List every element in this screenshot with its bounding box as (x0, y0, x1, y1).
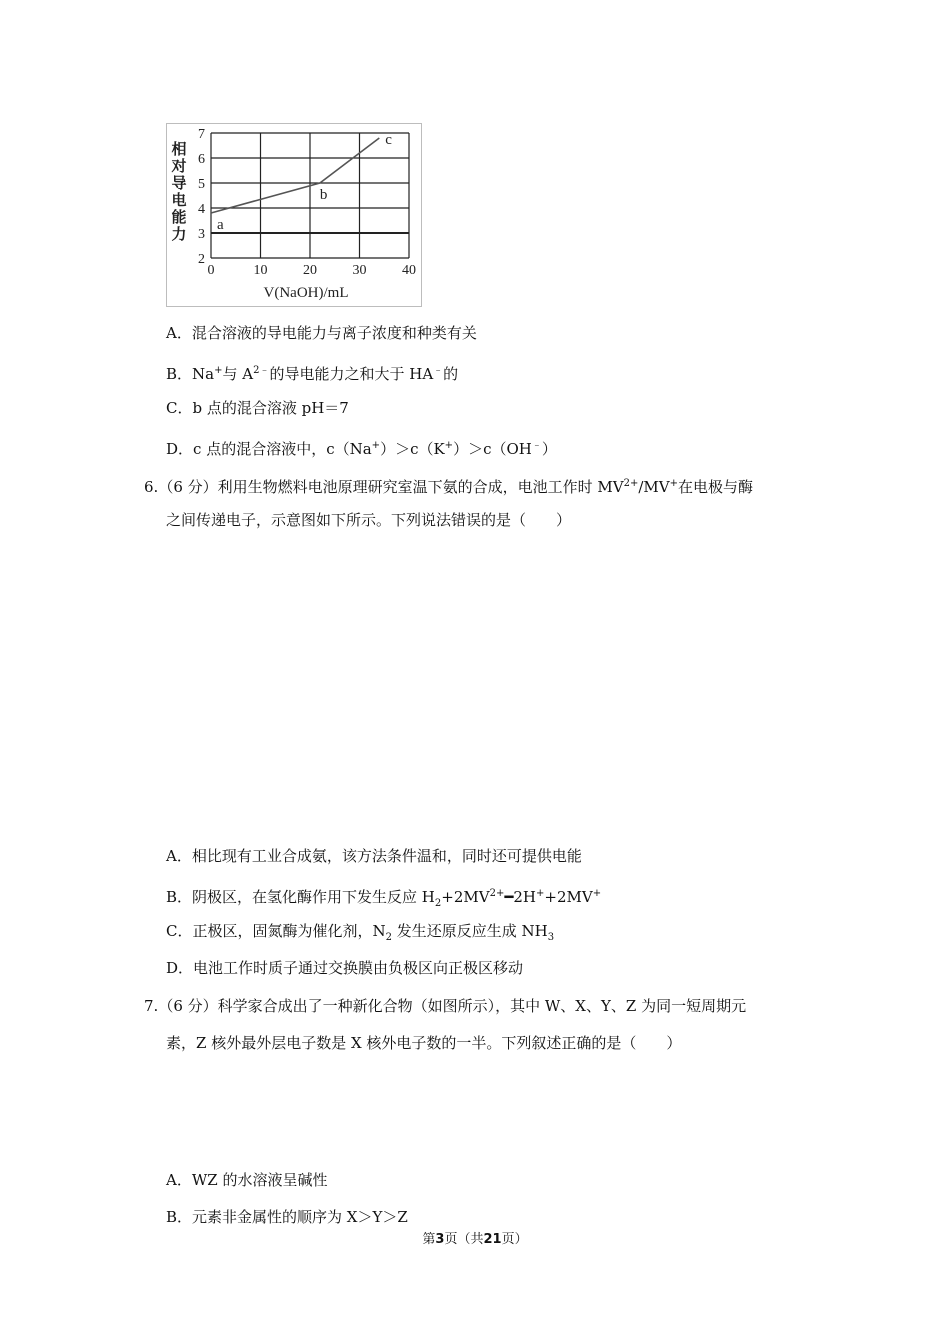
superscript: + (535, 888, 545, 899)
q7-stem-line2: 素，Z 核外最外层电子数是 X 核外电子数的一半。下列叙述正确的是（ ） (166, 1034, 682, 1052)
q6-option-c-label: C． (166, 922, 193, 940)
q7-option-b-text: 元素非金属性的顺序为 X＞Y＞Z (192, 1208, 408, 1226)
q5-option-d-text: ） (541, 440, 557, 458)
q6-option-c-text: 正极区，固氮酶为催化剂，N (192, 922, 386, 940)
x-tick-label: 40 (402, 263, 416, 278)
x-tick-label: 30 (352, 263, 367, 278)
q5-option-b-text: Na (192, 365, 215, 383)
q6-option-b-text: 阴极区，在氢化酶作用下发生反应 H (192, 888, 435, 906)
page-footer (0, 1232, 950, 1248)
superscript: ﹣ (531, 440, 542, 451)
y-tick-label: 6 (198, 152, 205, 167)
y-tick-label: 2 (198, 252, 205, 267)
q5-option-b-text: 与 A (222, 365, 254, 383)
q5-option-c-text: b 点的混合溶液 pH＝7 (192, 399, 349, 417)
q7-option-a-label: A． (166, 1171, 192, 1189)
series-line (211, 138, 379, 213)
y-tick-label: 5 (198, 177, 205, 192)
x-tick-label: 20 (303, 263, 317, 278)
subscript: 2 (385, 932, 392, 943)
y-tick-label: 3 (198, 227, 205, 242)
x-axis-label: V(NaOH)/mL (263, 285, 349, 301)
q5-option-b-text: 的导电能力之和大于 HA (269, 365, 434, 383)
q7-option-a-text: WZ 的水溶液呈碱性 (191, 1171, 328, 1189)
q6-stem-text: 在电极与酶 (677, 478, 753, 496)
subscript: 3 (547, 932, 555, 943)
q5-option-d-label: D． (166, 440, 194, 458)
superscript: + (214, 365, 223, 376)
x-tick-label: 10 (253, 263, 268, 278)
chart-svg (167, 124, 421, 306)
q7-option-a (166, 1170, 327, 1190)
footer-text: 第 (422, 1232, 436, 1247)
superscript: ﹣ (433, 365, 444, 376)
q5-option-d (166, 436, 557, 459)
q5-option-d-text: ）＞c（K (380, 440, 445, 458)
q6-option-a-text: 相比现有工业合成氨，该方法条件温和，同时还可提供电能 (191, 847, 582, 865)
point-label-c: c (385, 132, 392, 148)
q6-option-b-text: ━2H (504, 888, 536, 906)
footer-text: 页） (501, 1232, 528, 1247)
q6-option-b-text: +2MV (544, 888, 593, 906)
conductivity-chart (166, 123, 422, 307)
q6-option-d (166, 958, 523, 978)
q6-stem-line1 (144, 474, 753, 497)
q5-option-b-label: B． (166, 365, 193, 383)
q6-option-d-text: 电池工作时质子通过交换膜由负极区向正极区移动 (193, 959, 524, 977)
q7-number: 7. (144, 997, 159, 1015)
q6-number: 6. (144, 478, 159, 496)
point-label-a: a (217, 217, 224, 233)
total-pages: 21 (483, 1232, 502, 1247)
y-tick-label: 7 (198, 127, 205, 142)
x-tick-label: 0 (207, 263, 215, 278)
superscript: 2﹣ (253, 365, 270, 376)
q5-option-b (166, 361, 458, 384)
q6-option-b-text: +2MV (441, 888, 490, 906)
q5-option-a-label: A． (166, 324, 192, 342)
q5-option-a (166, 323, 477, 343)
q6-option-b (166, 884, 601, 914)
q7-stem-line1 (144, 996, 746, 1016)
point-label-b: b (319, 187, 328, 203)
superscript: + (669, 478, 678, 489)
q6-option-c-text: 发生还原反应生成 NH (392, 922, 548, 940)
q7-stem-text: （6 分）科学家合成出了一种新化合物（如图所示），其中 W、X、Y、Z 为同一短周期元 (158, 997, 747, 1015)
q5-option-b-text: 的 (443, 365, 459, 383)
q5-option-a-text: 混合溶液的导电能力与离子浓度和种类有关 (191, 324, 477, 342)
q6-stem-line2: 之间传递电子，示意图如下所示。下列说法错误的是（ ） (166, 511, 572, 529)
q5-option-d-text: c 点的混合溶液中，c（Na (193, 440, 372, 458)
q6-option-c (166, 921, 554, 948)
superscript: + (444, 440, 454, 451)
superscript: + (371, 440, 381, 451)
superscript: 2+ (623, 478, 639, 489)
q6-option-a (166, 846, 582, 866)
q6-option-a-label: A． (166, 847, 192, 865)
y-axis-label: 相对导电能力 (171, 140, 187, 243)
y-tick-label: 4 (198, 202, 205, 217)
q5-option-c (166, 398, 349, 418)
subscript: 2 (434, 898, 442, 909)
q6-stem-text: /MV (638, 478, 670, 496)
q7-option-b-label: B． (166, 1208, 193, 1226)
superscript: 2+ (489, 888, 505, 899)
q5-option-c-label: C． (166, 399, 193, 417)
q7-option-b (166, 1207, 408, 1227)
page-number: 3 (435, 1232, 445, 1247)
footer-text: 页（共 (444, 1232, 484, 1247)
q6-option-b-label: B． (166, 888, 193, 906)
q6-option-d-label: D． (166, 959, 194, 977)
superscript: + (592, 888, 602, 899)
q6-stem-text: （6 分）利用生物燃料电池原理研究室温下氨的合成，电池工作时 MV (158, 478, 624, 496)
q5-option-d-text: ）＞c（OH (453, 440, 532, 458)
